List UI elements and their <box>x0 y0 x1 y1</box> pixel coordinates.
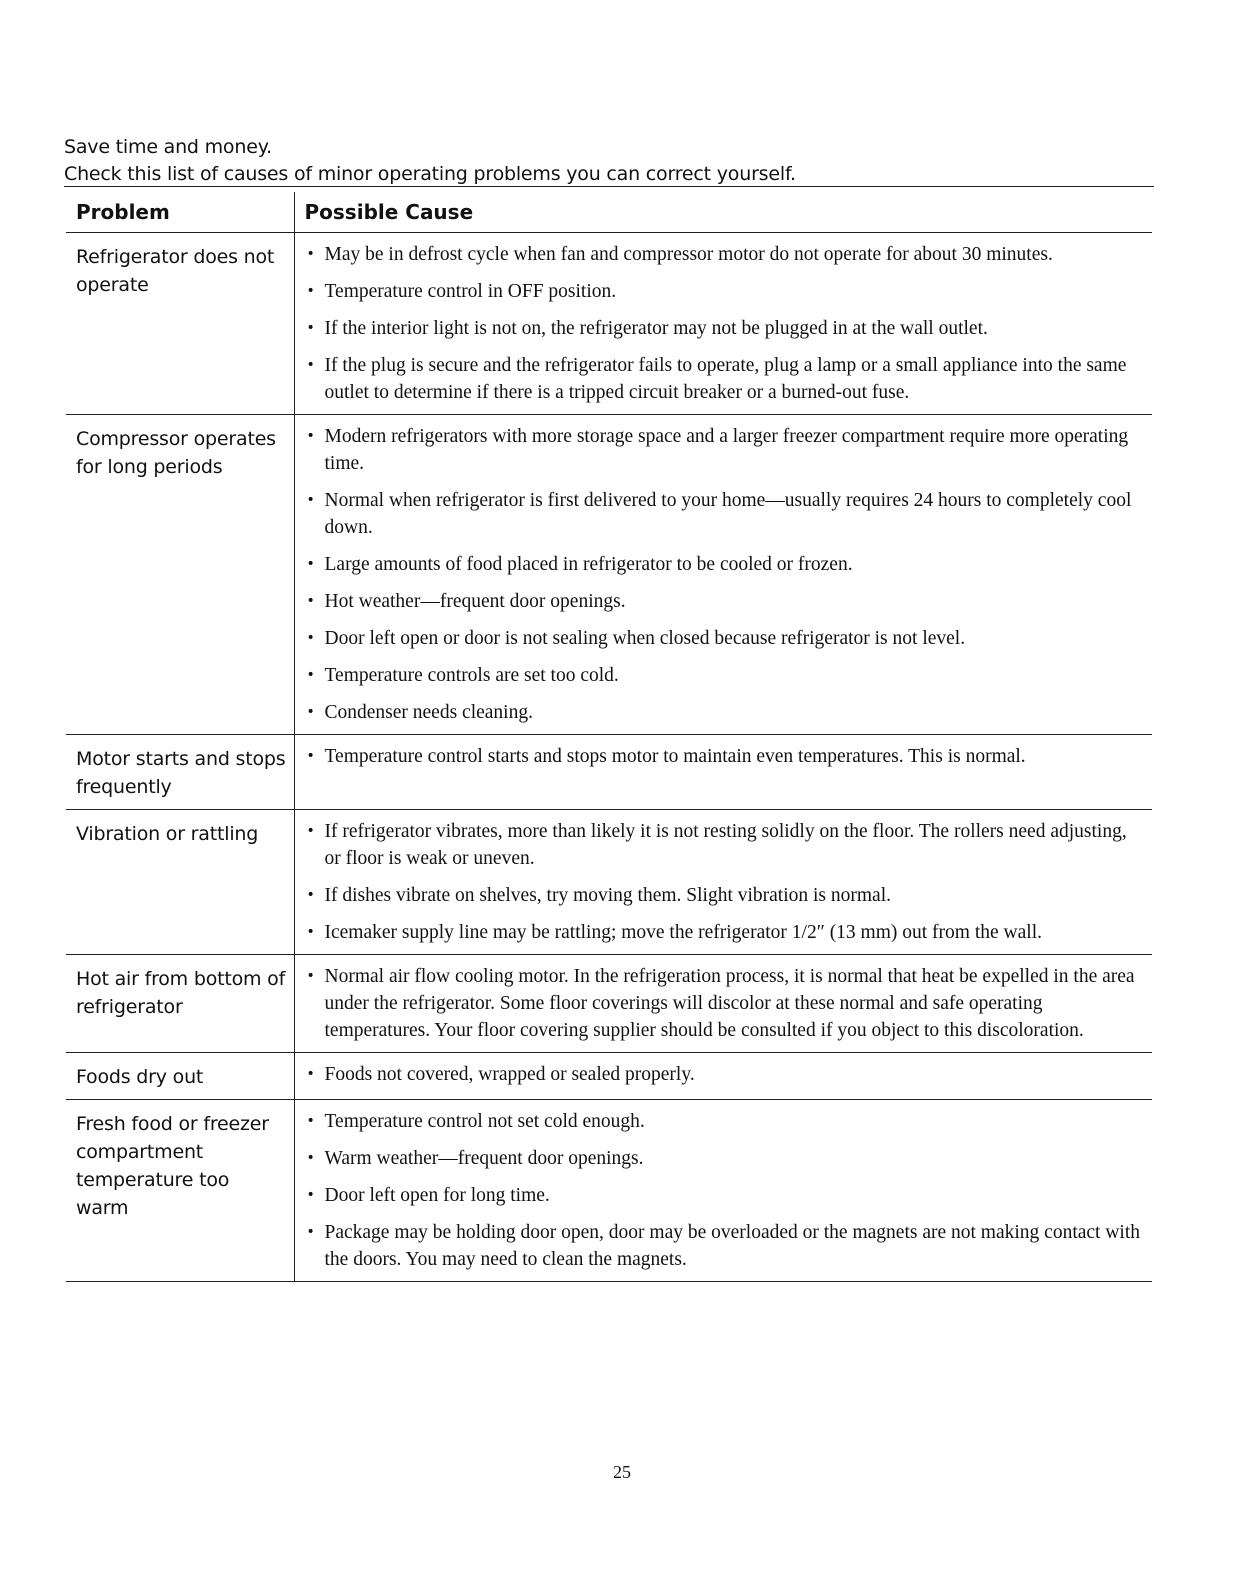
bullet-icon: • <box>306 1224 315 1240</box>
cause-text: Temperature control not set cold enough. <box>324 1111 645 1132</box>
cause-list <box>305 1108 1145 1273</box>
cause-item <box>305 625 1145 652</box>
bullet-icon: • <box>306 1187 315 1203</box>
cause-text: If refrigerator vibrates, more than likely it is not resting solidly on the floor. The rollers need adjusting, or floor is weak or uneven. <box>324 821 1127 869</box>
cause-text: Package may be holding door open, door may be overloaded or the magnets are not making contact with the doors. You may need to clean the magnets. <box>324 1222 1141 1270</box>
cause-list <box>305 743 1145 770</box>
bullet-icon: • <box>306 357 315 373</box>
cause-list <box>305 818 1145 946</box>
cause-text: Temperature control in OFF position. <box>324 281 617 302</box>
cause-item <box>305 818 1145 872</box>
cause-item <box>305 963 1145 1044</box>
cause-text: Temperature control starts and stops motor to maintain even temperatures. This is normal. <box>324 746 1026 767</box>
table-row <box>66 955 1152 1053</box>
bullet-icon: • <box>306 556 315 572</box>
bullet-icon: • <box>306 1113 315 1129</box>
bullet-icon: • <box>306 924 315 940</box>
cause-item <box>305 699 1145 726</box>
cause-column-header: Possible Cause <box>294 192 1152 233</box>
cause-text: Modern refrigerators with more storage space and a larger freezer compartment require more operating time. <box>324 426 1129 474</box>
cause-cell <box>294 415 1152 735</box>
cause-text: Foods not covered, wrapped or sealed properly. <box>324 1064 695 1085</box>
cause-text: May be in defrost cycle when fan and compressor motor do not operate for about 30 minutes. <box>324 244 1053 265</box>
intro-text <box>64 134 1154 188</box>
cause-text: Condenser needs cleaning. <box>324 702 533 723</box>
cause-text: Temperature controls are set too cold. <box>324 665 619 686</box>
top-rule <box>64 186 1154 187</box>
troubleshooting-table <box>66 192 1152 1282</box>
bullet-icon: • <box>306 887 315 903</box>
cause-item <box>305 919 1145 946</box>
cause-item <box>305 1108 1145 1135</box>
bullet-icon: • <box>306 968 315 984</box>
bullet-icon: • <box>306 593 315 609</box>
cause-item <box>305 551 1145 578</box>
problem-cell: Hot air from bottom of refrigerator <box>66 955 294 1053</box>
cause-cell <box>294 233 1152 415</box>
cause-text: Door left open or door is not sealing when closed because refrigerator is not level. <box>324 628 966 649</box>
problem-cell: Vibration or rattling <box>66 810 294 955</box>
cause-item <box>305 882 1145 909</box>
cause-cell <box>294 810 1152 955</box>
page-number: 25 <box>613 1462 631 1482</box>
problem-cell: Compressor operates for long periods <box>66 415 294 735</box>
bullet-icon: • <box>306 667 315 683</box>
table-row <box>66 415 1152 735</box>
cause-item <box>305 1182 1145 1209</box>
table-row <box>66 1053 1152 1100</box>
table-header-row <box>66 192 1152 233</box>
problem-cell: Motor starts and stops frequently <box>66 735 294 810</box>
bullet-icon: • <box>306 320 315 336</box>
cause-item <box>305 1061 1145 1088</box>
cause-cell <box>294 1053 1152 1100</box>
table-row <box>66 735 1152 810</box>
intro-line-2: Check this list of causes of minor operating problems you can correct yourself. <box>64 163 796 185</box>
cause-text: If the interior light is not on, the refrigerator may not be plugged in at the wall outlet. <box>324 318 988 339</box>
bullet-icon: • <box>306 492 315 508</box>
table-row <box>66 810 1152 955</box>
cause-text: Normal air flow cooling motor. In the refrigeration process, it is normal that heat be expelled in the area under the refrigerator. Some floor coverings will discolor at these normal and safe operating temperatures. Your floor covering supplier should be consulted if you object to this discoloration. <box>324 966 1135 1041</box>
cause-item <box>305 743 1145 770</box>
cause-text: Normal when refrigerator is first delivered to your home—usually requires 24 hours to completely cool down. <box>324 490 1132 538</box>
cause-item <box>305 1219 1145 1273</box>
cause-cell <box>294 955 1152 1053</box>
cause-item <box>305 487 1145 541</box>
cause-text: Icemaker supply line may be rattling; move the refrigerator 1/2″ (13 mm) out from the wall. <box>324 922 1042 943</box>
cause-text: Door left open for long time. <box>324 1185 550 1206</box>
bullet-icon: • <box>306 428 315 444</box>
cause-item <box>305 1145 1145 1172</box>
intro-line-1: Save time and money. <box>64 136 272 158</box>
problem-column-header: Problem <box>66 192 294 233</box>
cause-item <box>305 315 1145 342</box>
cause-text: Hot weather—frequent door openings. <box>324 591 626 612</box>
cause-item <box>305 278 1145 305</box>
bullet-icon: • <box>306 283 315 299</box>
cause-text: If the plug is secure and the refrigerator fails to operate, plug a lamp or a small appliance into the same outlet to determine if there is a tripped circuit breaker or a burned-out fuse. <box>324 355 1127 403</box>
table-row <box>66 233 1152 415</box>
cause-item <box>305 241 1145 268</box>
cause-item <box>305 352 1145 406</box>
bullet-icon: • <box>306 704 315 720</box>
problem-cell: Fresh food or freezer compartment temperature too warm <box>66 1100 294 1282</box>
bullet-icon: • <box>306 630 315 646</box>
bullet-icon: • <box>306 748 315 764</box>
cause-list <box>305 423 1145 726</box>
cause-item <box>305 588 1145 615</box>
problem-cell: Refrigerator does not operate <box>66 233 294 415</box>
cause-list <box>305 963 1145 1044</box>
cause-cell <box>294 1100 1152 1282</box>
cause-text: Large amounts of food placed in refrigerator to be cooled or frozen. <box>324 554 853 575</box>
bullet-icon: • <box>306 246 315 262</box>
cause-item <box>305 662 1145 689</box>
bullet-icon: • <box>306 1150 315 1166</box>
bullet-icon: • <box>306 1066 315 1082</box>
cause-text: Warm weather—frequent door openings. <box>324 1148 644 1169</box>
cause-list <box>305 241 1145 406</box>
cause-list <box>305 1061 1145 1088</box>
cause-text: If dishes vibrate on shelves, try moving them. Slight vibration is normal. <box>324 885 892 906</box>
table-body <box>66 233 1152 1282</box>
problem-cell: Foods dry out <box>66 1053 294 1100</box>
cause-cell <box>294 735 1152 810</box>
cause-item <box>305 423 1145 477</box>
table-row <box>66 1100 1152 1282</box>
bullet-icon: • <box>306 823 315 839</box>
